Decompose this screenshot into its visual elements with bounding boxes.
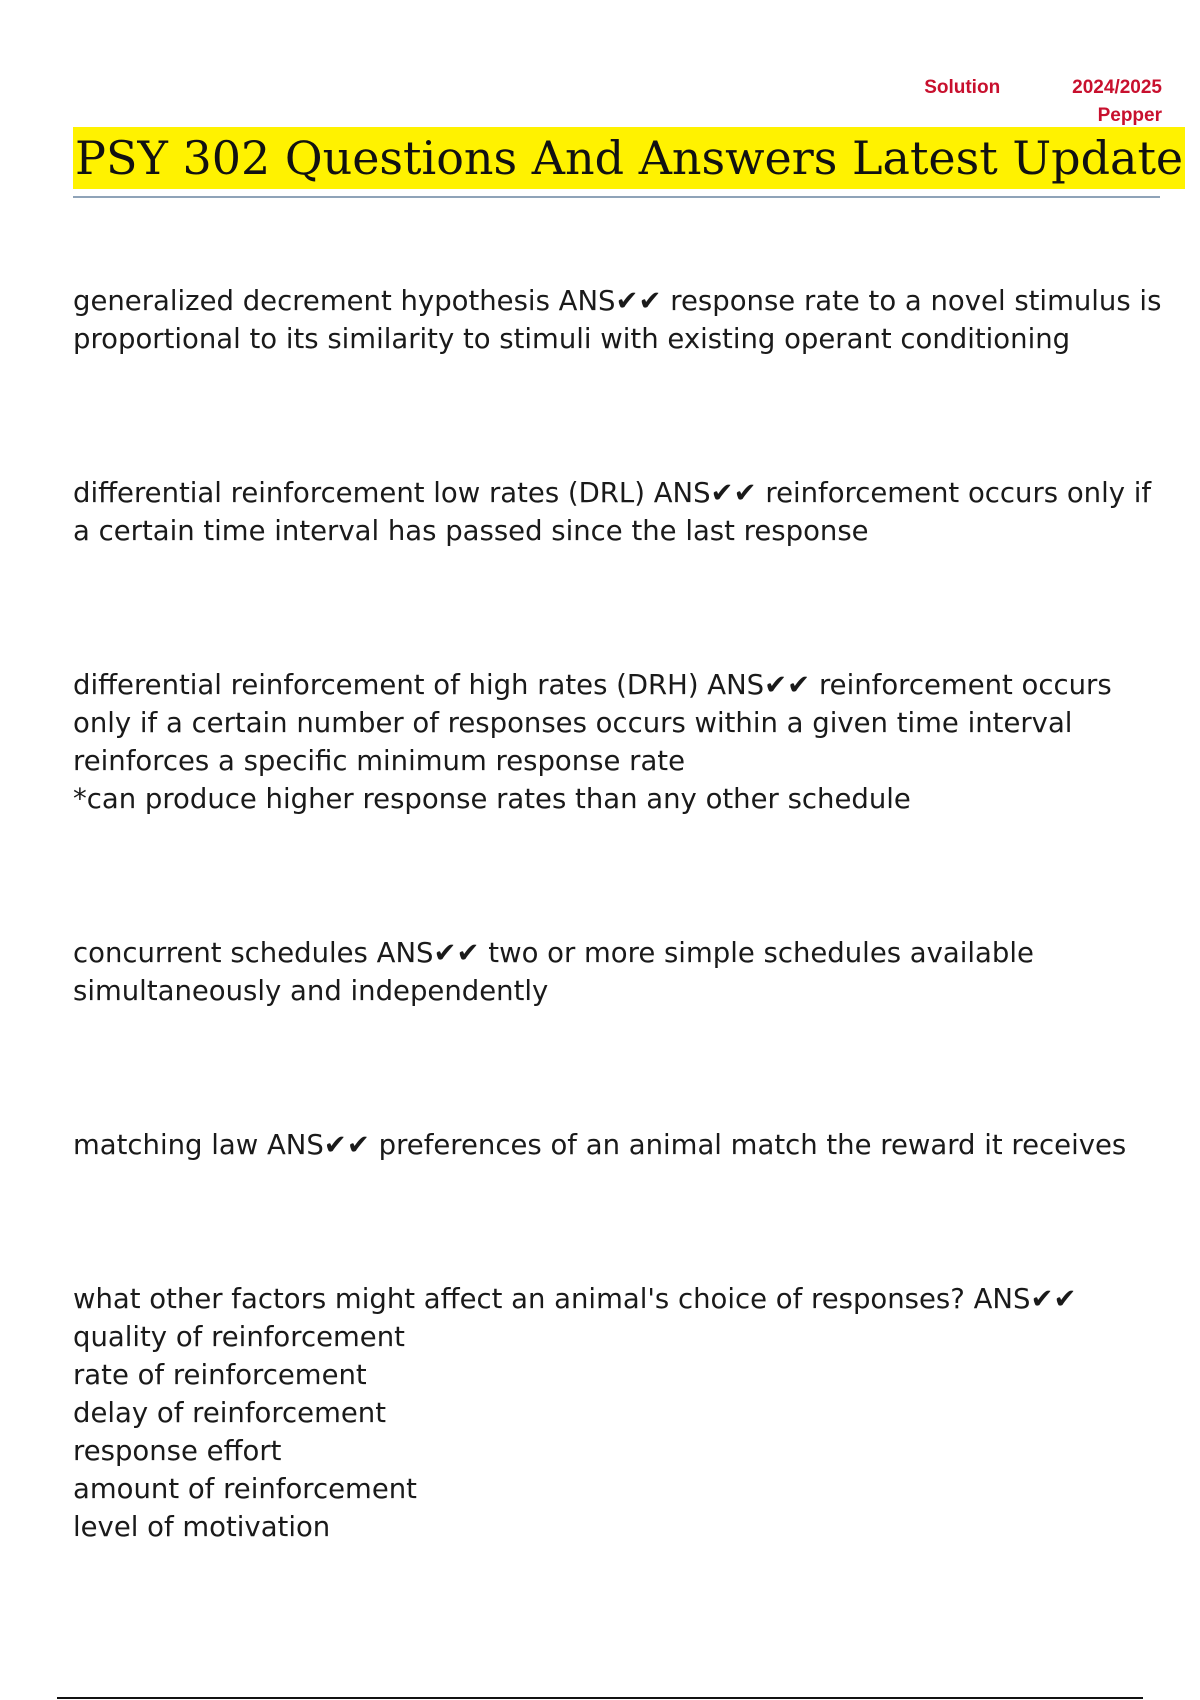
spacer	[73, 1010, 1163, 1126]
qa-text: concurrent schedules ANS✔✔ two or more simple schedules available simultaneously and independently	[73, 937, 1034, 1007]
year-label: 2024/2025	[1072, 77, 1162, 98]
qa-item	[73, 474, 1163, 550]
header-meta	[842, 74, 1162, 130]
qa-item	[73, 1280, 1163, 1546]
qa-text: what other factors might affect an animal's choice of responses? ANS✔✔ quality of reinforcement	[73, 1283, 1077, 1353]
qa-item	[73, 934, 1163, 1010]
title-container	[73, 127, 1184, 189]
qa-extra-line: *can produce higher response rates than any other schedule	[73, 783, 911, 815]
author-label: Pepper	[1097, 105, 1162, 126]
qa-extra-line: response effort	[73, 1435, 282, 1467]
qa-text: matching law ANS✔✔ preferences of an animal match the reward it receives	[73, 1129, 1127, 1161]
qa-item	[73, 1126, 1163, 1164]
page-title: PSY 302 Questions And Answers Latest Update	[73, 127, 1185, 189]
spacer	[73, 1164, 1163, 1280]
qa-text: differential reinforcement low rates (DRL) ANS✔✔ reinforcement occurs only if a certain time interval has passed since the last response	[73, 477, 1152, 547]
spacer	[73, 358, 1163, 474]
solution-label: Solution	[924, 77, 1001, 98]
qa-extra-line: amount of reinforcement	[73, 1473, 417, 1505]
qa-extra-line: delay of reinforcement	[73, 1397, 386, 1429]
qa-extra-line: level of motivation	[73, 1511, 331, 1543]
qa-item	[73, 666, 1163, 818]
title-divider	[73, 196, 1160, 198]
spacer	[73, 818, 1163, 934]
qa-item	[73, 282, 1163, 358]
qa-content	[73, 282, 1163, 1546]
footer-divider	[57, 1697, 1143, 1699]
qa-text: differential reinforcement of high rates (DRH) ANS✔✔ reinforcement occurs only if a certain number of responses occurs within a given time interval	[73, 669, 1112, 739]
header-meta-row	[842, 74, 1162, 102]
spacer	[73, 550, 1163, 666]
qa-text: generalized decrement hypothesis ANS✔✔ response rate to a novel stimulus is proportional to its similarity to stimuli with existing operant conditioning	[73, 285, 1162, 355]
qa-extra-line: rate of reinforcement	[73, 1359, 367, 1391]
qa-extra-line: reinforces a specific minimum response rate	[73, 745, 685, 777]
